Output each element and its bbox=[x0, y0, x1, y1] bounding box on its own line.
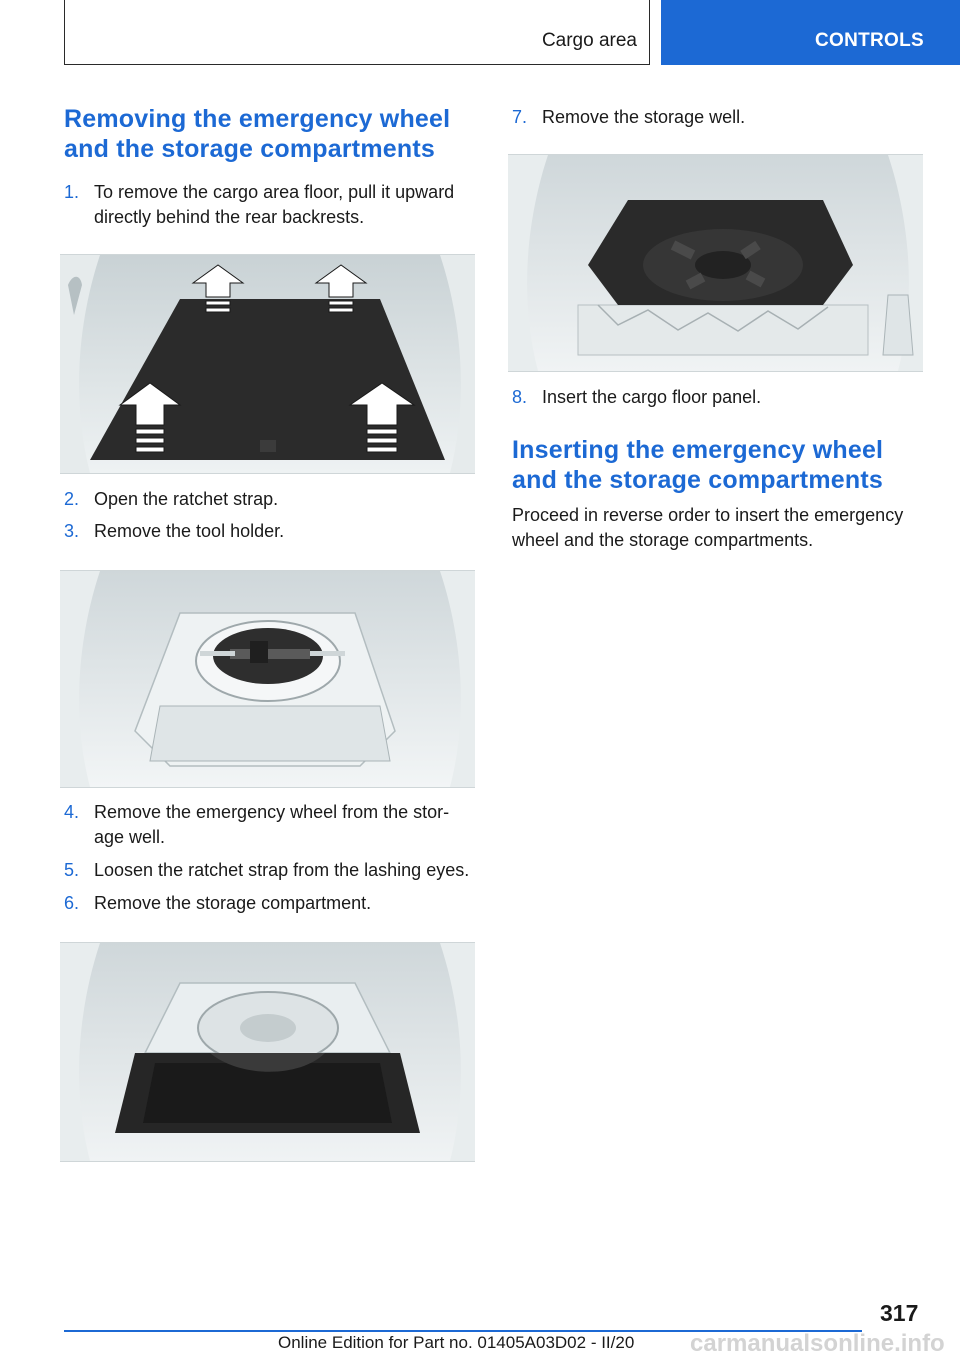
figure-storage-well bbox=[508, 154, 923, 372]
header-section-title: Cargo area bbox=[541, 30, 637, 51]
step-number: 5. bbox=[64, 860, 80, 880]
step-6 bbox=[64, 891, 478, 916]
step-text: Remove the emergency wheel from the stor- age well. bbox=[94, 802, 450, 847]
footer-watermark: carmanualsonline.info bbox=[690, 1330, 945, 1357]
step-text: Open the ratchet strap. bbox=[94, 489, 279, 509]
right-column bbox=[512, 100, 930, 553]
step-number: 1. bbox=[64, 182, 80, 202]
step-1 bbox=[64, 180, 478, 230]
storage-well-illustration bbox=[508, 155, 923, 371]
figure-storage-compartment bbox=[60, 942, 475, 1162]
step-number: 3. bbox=[64, 521, 80, 541]
step-number: 8. bbox=[512, 387, 528, 407]
step-number: 7. bbox=[512, 107, 528, 127]
storage-compartment-illustration bbox=[60, 943, 475, 1161]
step-text: Remove the tool holder. bbox=[94, 521, 285, 541]
footer-edition: Online Edition for Part no. 01405A03D02 - II/20 bbox=[278, 1333, 635, 1352]
step-number: 6. bbox=[64, 893, 80, 913]
step-text: Remove the storage well. bbox=[542, 107, 746, 127]
step-text: Loosen the ratchet strap from the lashing eyes. bbox=[94, 860, 470, 880]
header-chapter-label: CONTROLS bbox=[815, 30, 925, 51]
cargo-floor-illustration bbox=[60, 255, 475, 473]
step-8 bbox=[512, 385, 930, 410]
figure-tool-holder bbox=[60, 570, 475, 788]
inserting-heading: Inserting the emergency wheel and the storage compartments bbox=[512, 436, 884, 494]
step-number: 4. bbox=[64, 802, 80, 822]
step-7 bbox=[512, 105, 930, 130]
step-2 bbox=[64, 487, 478, 512]
step-4 bbox=[64, 800, 478, 850]
step-text: Remove the storage compartment. bbox=[94, 893, 372, 913]
figure-cargo-floor bbox=[60, 254, 475, 474]
page-number: 317 bbox=[880, 1300, 919, 1326]
spare-wheel-illustration bbox=[60, 571, 475, 787]
removing-heading: Removing the emergency wheel and the storage compartments bbox=[64, 105, 451, 163]
step-number: 2. bbox=[64, 489, 80, 509]
step-text: Insert the cargo floor panel. bbox=[542, 387, 762, 407]
step-3 bbox=[64, 519, 478, 544]
inserting-paragraph: Proceed in reverse order to insert the emergency wheel and the storage compartments. bbox=[512, 505, 904, 550]
step-5 bbox=[64, 858, 478, 883]
step-text: To remove the cargo area floor, pull it upward directly behind the rear backrests. bbox=[94, 182, 455, 227]
header-section-box bbox=[64, 0, 650, 65]
header-chapter-tab bbox=[661, 0, 960, 65]
left-column bbox=[64, 100, 478, 1162]
